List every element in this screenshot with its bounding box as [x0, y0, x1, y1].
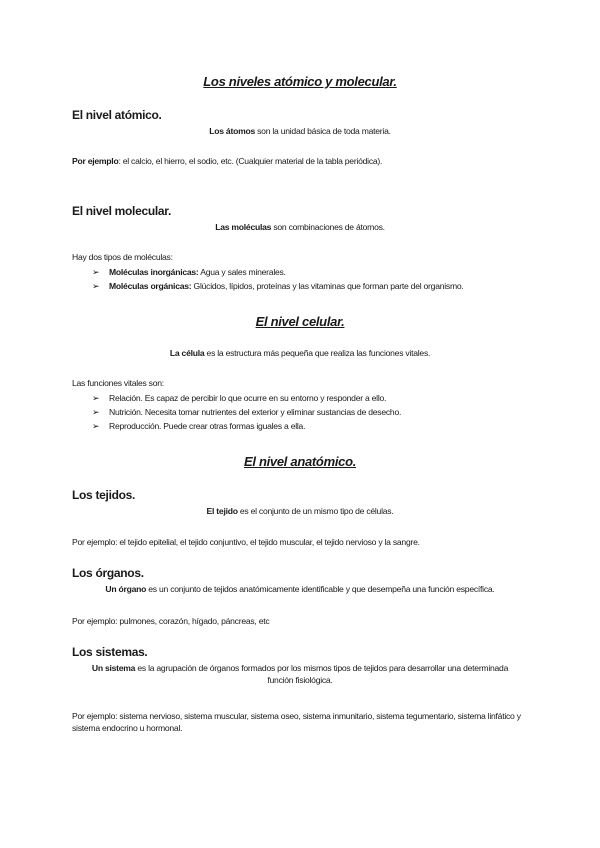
molecule-types-list — [92, 265, 464, 293]
list-item: ➢ Moléculas orgánicas: Glúcidos, lípidos, proteínas y las vitaminas que forman parte del organismo. — [92, 281, 464, 291]
system-term: Un sistema — [91, 663, 136, 673]
arrow-bullet-icon: ➢ — [92, 267, 100, 277]
list-item: ➢ Nutrición. Necesita tomar nutrientes del exterior y eliminar sustancias de desecho. — [92, 407, 402, 417]
cell-term: La célula — [169, 348, 205, 358]
organ-example: Por ejemplo: pulmones, corazón, hígado, páncreas, etc — [72, 616, 270, 626]
system-definition-text: es la agrupación de órganos formados por los mismos tipos de tejidos para desarrollar una determinada función fisiológica. — [135, 663, 509, 685]
list-item: ➢ Reproducción. Puede crear otras formas iguales a ella. — [92, 421, 306, 431]
heading-tissues: Los tejidos. — [72, 488, 136, 502]
vital-functions-list — [92, 391, 401, 433]
organ-definition — [72, 583, 528, 595]
arrow-bullet-icon: ➢ — [92, 281, 100, 291]
system-definition — [72, 662, 528, 686]
molecule-types-intro: Hay dos tipos de moléculas: — [72, 252, 173, 262]
atom-example-text: : el calcio, el hierro, el sodio, etc. (Cualquier material de la tabla periódica). — [118, 156, 383, 166]
heading-molecular-level: El nivel molecular. — [72, 204, 172, 218]
atom-example — [72, 155, 528, 167]
arrow-bullet-icon: ➢ — [92, 421, 100, 431]
title-anatomical: El nivel anatómico. — [243, 454, 357, 469]
arrow-bullet-icon: ➢ — [92, 407, 100, 417]
tissue-definition-text: es el conjunto de un mismo tipo de células. — [237, 506, 394, 516]
system-example: Por ejemplo: sistema nervioso, sistema muscular, sistema oseo, sistema inmunitario, sistema tegumentario, sistema linfático y sistema endocrino u hormonal. — [72, 711, 521, 733]
arrow-bullet-icon: ➢ — [92, 393, 100, 403]
molecule-term: Las moléculas — [215, 222, 272, 232]
list-item: ➢ Moléculas inorgánicas: Agua y sales minerales. — [92, 267, 286, 277]
title-cellular: El nivel celular. — [255, 314, 345, 329]
heading-systems: Los sistemas. — [72, 645, 148, 659]
tissue-definition — [72, 505, 528, 517]
list-item: ➢ Relación. Es capaz de percibir lo que ocurre en su entorno y responder a ello. — [92, 393, 387, 403]
heading-atomic-level: El nivel atómico. — [72, 108, 162, 122]
tissue-term: El tejido — [206, 506, 238, 516]
atom-term: Los átomos — [209, 126, 255, 136]
heading-organs: Los órganos. — [72, 566, 144, 580]
molecule-definition — [72, 221, 528, 233]
tissue-example: Por ejemplo: el tejido epitelial, el tejido conjuntivo, el tejido muscular, el tejido nervioso y la sangre. — [72, 537, 420, 547]
title-atomic-molecular: Los niveles atómico y molecular. — [203, 74, 397, 89]
atom-example-label: Por ejemplo — [72, 156, 119, 166]
cell-definition — [72, 347, 528, 359]
organ-term: Un órgano — [105, 584, 147, 594]
vital-functions-intro: Las funciones vitales son: — [72, 378, 164, 388]
atom-definition-text: son la unidad básica de toda materia. — [255, 126, 391, 136]
atom-definition — [72, 125, 528, 137]
organ-definition-text: es un conjunto de tejidos anatómicamente identificable y que desempeña una función específica. — [146, 584, 495, 594]
molecule-definition-text: son combinaciones de átomos. — [271, 222, 385, 232]
cell-definition-text: es la estructura más pequeña que realiza las funciones vitales. — [204, 348, 431, 358]
